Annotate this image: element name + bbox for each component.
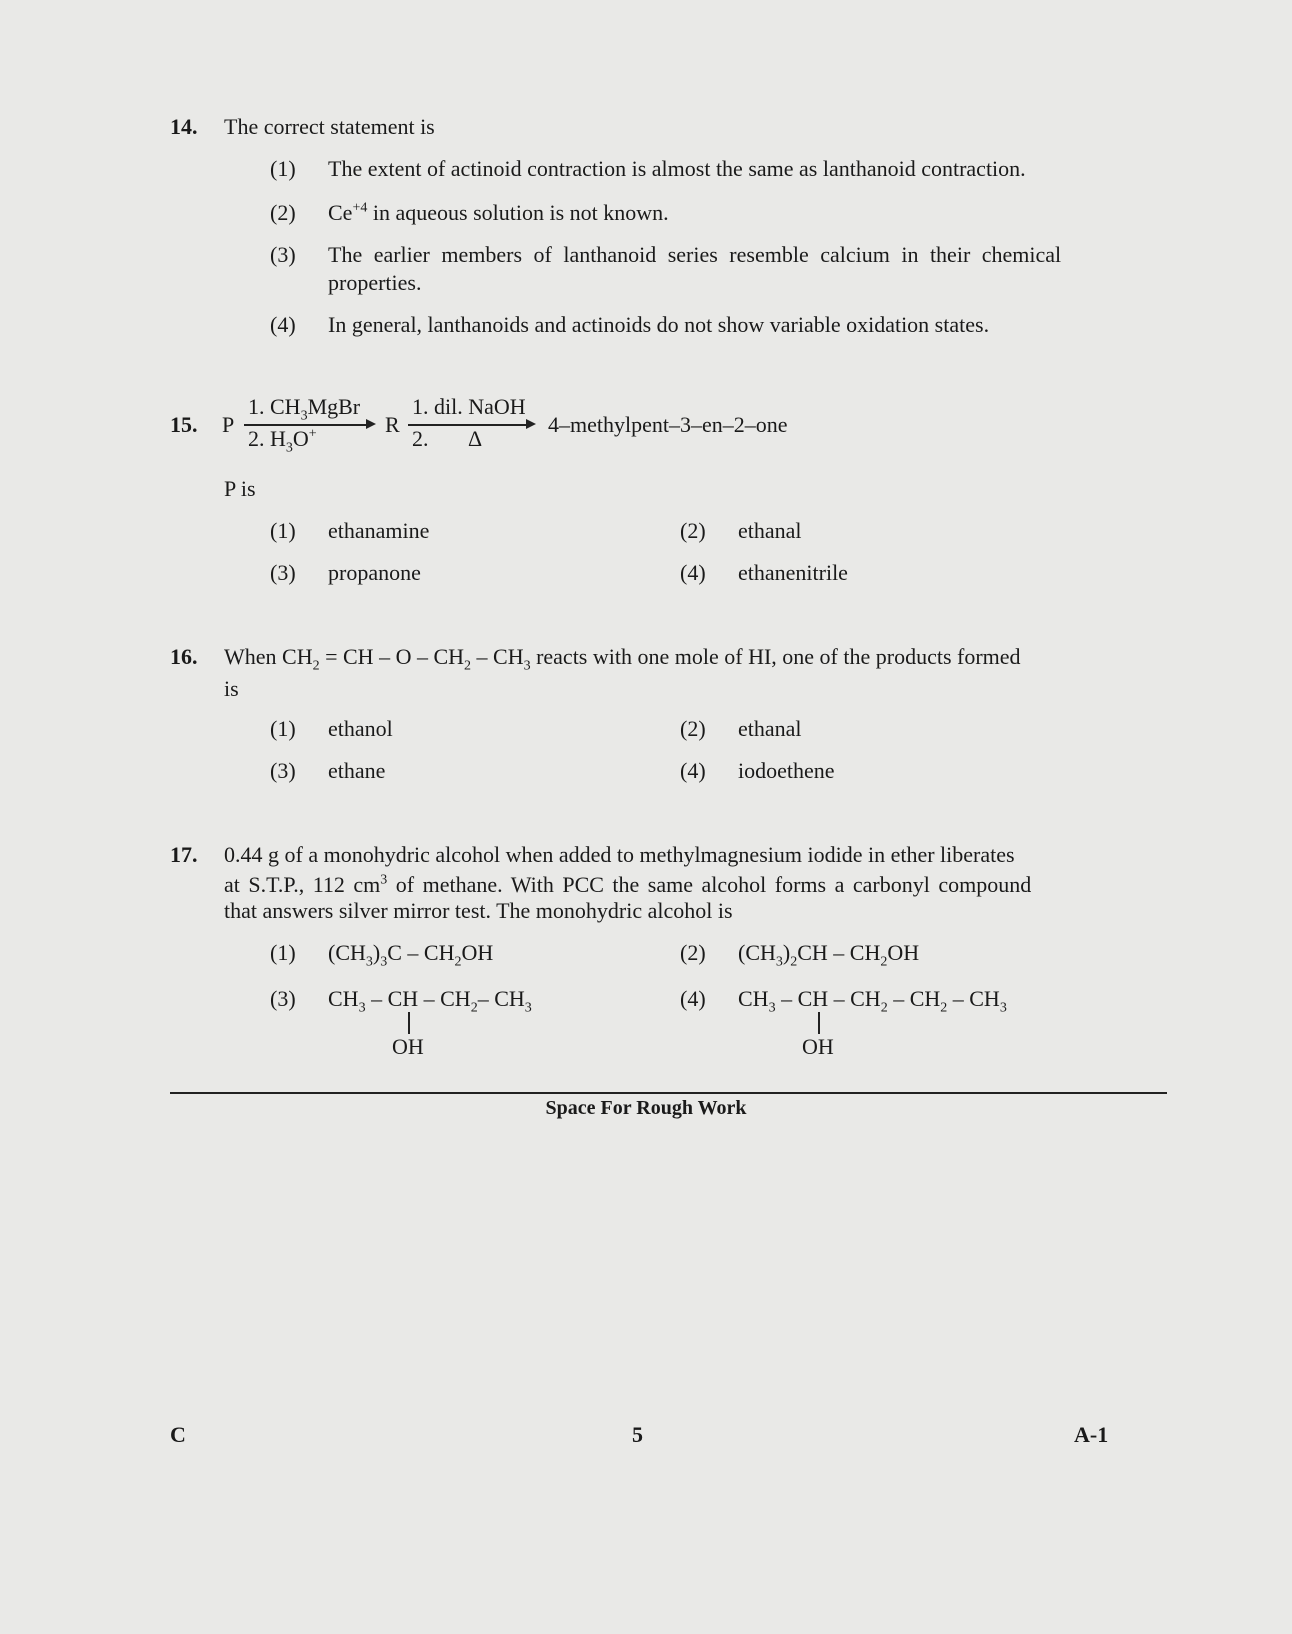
q15-arrow1-bottom: 2. $H_3O^+$ xyxy=(248,426,317,456)
q16-opt2-label: (2) xyxy=(680,716,706,741)
q15-stem: P is xyxy=(224,476,256,501)
q15-opt1-label: (1) xyxy=(270,518,296,543)
q16-opt3-label: (3) xyxy=(270,758,296,783)
q16-stem-line2: is xyxy=(224,676,239,701)
q15-opt3-text: propanone xyxy=(328,560,421,585)
q15-arrow1-head xyxy=(366,419,376,429)
q17-opt1-formula: $(CH_3)_3C - CH_2OH$ xyxy=(328,940,494,970)
q14-opt2-text: $Ce^{+4}$ in aqueous solution is not known. xyxy=(328,200,669,225)
q15-arrow2-head xyxy=(526,419,536,429)
q14-opt2-label: (2) xyxy=(270,200,296,225)
q15-opt3-label: (3) xyxy=(270,560,296,585)
q15-R: R xyxy=(385,412,400,437)
q17-opt4-formula: $CH_3$ – CH – $CH_2 - CH_2 - CH_3$ xyxy=(738,986,1007,1016)
q17-line3: that answers silver mirror test. The monohydric alcohol is xyxy=(224,898,733,923)
q15-opt4-label: (4) xyxy=(680,560,706,585)
q14-opt1-text: The extent of actinoid contraction is almost the same as lanthanoid contraction. xyxy=(328,156,1026,181)
q16-stem-line1: When $CH_2$ = CH – O – $CH_2 - CH_3$ reacts with one mole of HI, one of the products formed xyxy=(224,644,1021,674)
q14-opt4-label: (4) xyxy=(270,312,296,337)
q15-arrow1-top: 1. $CH_3MgBr$ xyxy=(248,394,361,424)
q14-opt4-text: In general, lanthanoids and actinoids do not show variable oxidation states. xyxy=(328,312,990,337)
q16-opt1-label: (1) xyxy=(270,716,296,741)
q15-opt4-text: ethanenitrile xyxy=(738,560,848,585)
q17-opt4-oh: OH xyxy=(802,1034,834,1059)
q15-opt2-text: ethanal xyxy=(738,518,802,543)
footer-left: C xyxy=(170,1422,186,1447)
q17-line1: 0.44 g of a monohydric alcohol when added to methylmagnesium iodide in ether liberates xyxy=(224,842,1015,867)
q15-opt2-label: (2) xyxy=(680,518,706,543)
q14-opt3-line2: properties. xyxy=(328,270,422,295)
q15-arrow2-bottom-b: Δ xyxy=(468,426,483,451)
q17-opt4-bond xyxy=(818,1012,820,1034)
rough-work-divider xyxy=(170,1092,1167,1094)
q17-line2: at S.T.P., 112 $cm^3$ of methane. With PCC the same alcohol forms a carbonyl compound xyxy=(224,872,1032,897)
q16-opt3-text: ethane xyxy=(328,758,386,783)
q16-opt4-text: iodoethene xyxy=(738,758,835,783)
q17-opt3-bond xyxy=(408,1012,410,1034)
q17-opt3-oh: OH xyxy=(392,1034,424,1059)
q17-opt3-formula: $CH_3$ – CH – $CH_2-$ $CH_3$ xyxy=(328,986,532,1016)
q15-P: P xyxy=(222,412,235,437)
q14-number: 14. xyxy=(170,114,198,139)
q17-opt4-label: (4) xyxy=(680,986,706,1011)
q14-opt3-line1: The earlier members of lanthanoid series resemble calcium in their chemical xyxy=(328,242,1062,267)
q15-opt1-text: ethanamine xyxy=(328,518,430,543)
page-number: 5 xyxy=(632,1422,643,1447)
rough-work-label: Space For Rough Work xyxy=(545,1097,747,1119)
q14-opt3-label: (3) xyxy=(270,242,296,267)
q15-product: 4–methylpent–3–en–2–one xyxy=(548,412,788,437)
footer-right: A-1 xyxy=(1074,1422,1109,1447)
q16-opt2-text: ethanal xyxy=(738,716,802,741)
q14-stem: The correct statement is xyxy=(224,114,435,139)
q15-arrow2-top: 1. dil. NaOH xyxy=(412,394,526,419)
q14-opt1-label: (1) xyxy=(270,156,296,181)
q17-opt1-label: (1) xyxy=(270,940,296,965)
q15-number: 15. xyxy=(170,412,198,437)
q16-opt1-text: ethanol xyxy=(328,716,393,741)
q16-opt4-label: (4) xyxy=(680,758,706,783)
q16-number: 16. xyxy=(170,644,198,669)
q17-opt2-formula: $(CH_3)_2CH - CH_2OH$ xyxy=(738,940,920,970)
q17-opt3-label: (3) xyxy=(270,986,296,1011)
q17-opt2-label: (2) xyxy=(680,940,706,965)
q17-number: 17. xyxy=(170,842,198,867)
q15-arrow2-bottom-a: 2. xyxy=(412,426,429,451)
